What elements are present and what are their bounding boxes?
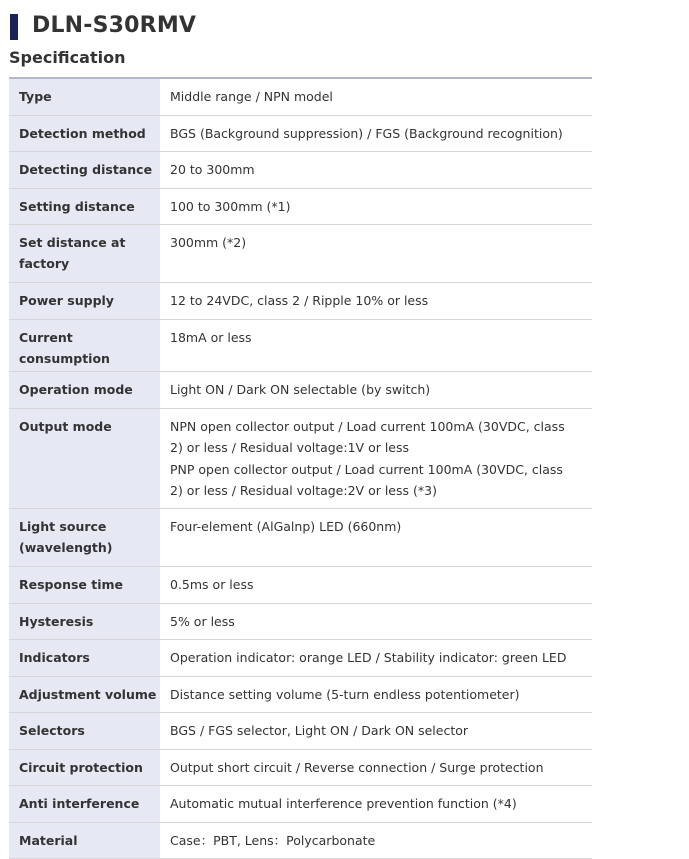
spec-row (9, 151, 592, 188)
spec-label: Indicators (9, 639, 160, 676)
spec-row (9, 371, 592, 408)
spec-label: Response time (9, 566, 160, 603)
spec-row (9, 566, 592, 603)
spec-row (9, 712, 592, 749)
spec-value-line: Case：PBT, Lens：Polycarbonate (170, 832, 376, 848)
section-heading: Specification (9, 48, 126, 67)
spec-row (9, 639, 592, 676)
spec-value-line: 100 to 300mm (*1) (170, 198, 291, 214)
spec-value-line: NPN open collector output / Load current 100mA (30VDC, class 2) or less / Residual voltage:1V or less (170, 418, 565, 455)
spec-label: Set distance at factory (9, 224, 160, 282)
spec-label: Selectors (9, 712, 160, 749)
spec-label: Output mode (9, 408, 160, 508)
spec-label: Power supply (9, 282, 160, 319)
spec-value (160, 749, 592, 785)
spec-value-line: Automatic mutual interference prevention function (*4) (170, 795, 517, 811)
spec-value-line: Four-element (AlGalnp) LED (660nm) (170, 518, 402, 534)
spec-value (160, 639, 592, 676)
spec-value (160, 508, 592, 566)
spec-value-line: Light ON / Dark ON selectable (by switch) (170, 381, 431, 397)
title-accent-bar (10, 14, 18, 40)
spec-row (9, 785, 592, 822)
spec-value (160, 822, 592, 858)
spec-value (160, 188, 592, 224)
spec-value-line: 18mA or less (170, 329, 252, 345)
spec-value (160, 319, 592, 371)
spec-value (160, 566, 592, 603)
spec-table (9, 77, 592, 859)
spec-value-line: 5% or less (170, 613, 235, 629)
spec-value-line: 0.5ms or less (170, 576, 254, 592)
spec-label: Light source (wavelength) (9, 508, 160, 566)
spec-value (160, 224, 592, 282)
spec-value (160, 712, 592, 749)
spec-value-line: Output short circuit / Reverse connection / Surge protection (170, 759, 544, 775)
spec-label: Hysteresis (9, 603, 160, 639)
spec-label: Detecting distance (9, 151, 160, 188)
spec-row (9, 676, 592, 712)
spec-row (9, 603, 592, 639)
spec-label: Setting distance (9, 188, 160, 224)
spec-value (160, 151, 592, 188)
spec-table-body (9, 78, 592, 858)
spec-value-line: 300mm (*2) (170, 234, 247, 250)
spec-row (9, 508, 592, 566)
spec-label: Adjustment volume (9, 676, 160, 712)
spec-row (9, 822, 592, 858)
spec-label: Material (9, 822, 160, 858)
spec-value (160, 78, 592, 115)
spec-row (9, 224, 592, 282)
spec-row (9, 408, 592, 508)
spec-label: Operation mode (9, 371, 160, 408)
spec-value-line: Operation indicator: orange LED / Stability indicator: green LED (170, 649, 567, 665)
spec-label: Detection method (9, 115, 160, 151)
spec-label: Current consumption (9, 319, 160, 371)
spec-value-line: BGS / FGS selector, Light ON / Dark ON selector (170, 722, 469, 738)
spec-value (160, 603, 592, 639)
spec-label: Anti interference (9, 785, 160, 822)
spec-value-line: 12 to 24VDC, class 2 / Ripple 10% or less (170, 292, 429, 308)
spec-value-line: BGS (Background suppression) / FGS (Background recognition) (170, 125, 563, 141)
spec-row (9, 78, 592, 115)
spec-value-line: Middle range / NPN model (170, 89, 333, 104)
spec-value (160, 676, 592, 712)
spec-value-line: Distance setting volume (5-turn endless potentiometer) (170, 686, 520, 702)
spec-value (160, 408, 592, 508)
spec-row (9, 749, 592, 785)
spec-row (9, 282, 592, 319)
spec-row (9, 319, 592, 371)
spec-value-line: 20 to 300mm (170, 161, 255, 177)
page-title: DLN-S30RMV (32, 13, 197, 38)
spec-value (160, 371, 592, 408)
spec-value (160, 785, 592, 822)
spec-row (9, 115, 592, 151)
spec-value (160, 115, 592, 151)
spec-label: Circuit protection (9, 749, 160, 785)
spec-label: Type (9, 78, 160, 115)
spec-value-line: PNP open collector output / Load current 100mA (30VDC, class 2) or less / Residual voltage:2V or less (*3) (170, 461, 563, 498)
spec-row (9, 188, 592, 224)
spec-value (160, 282, 592, 319)
